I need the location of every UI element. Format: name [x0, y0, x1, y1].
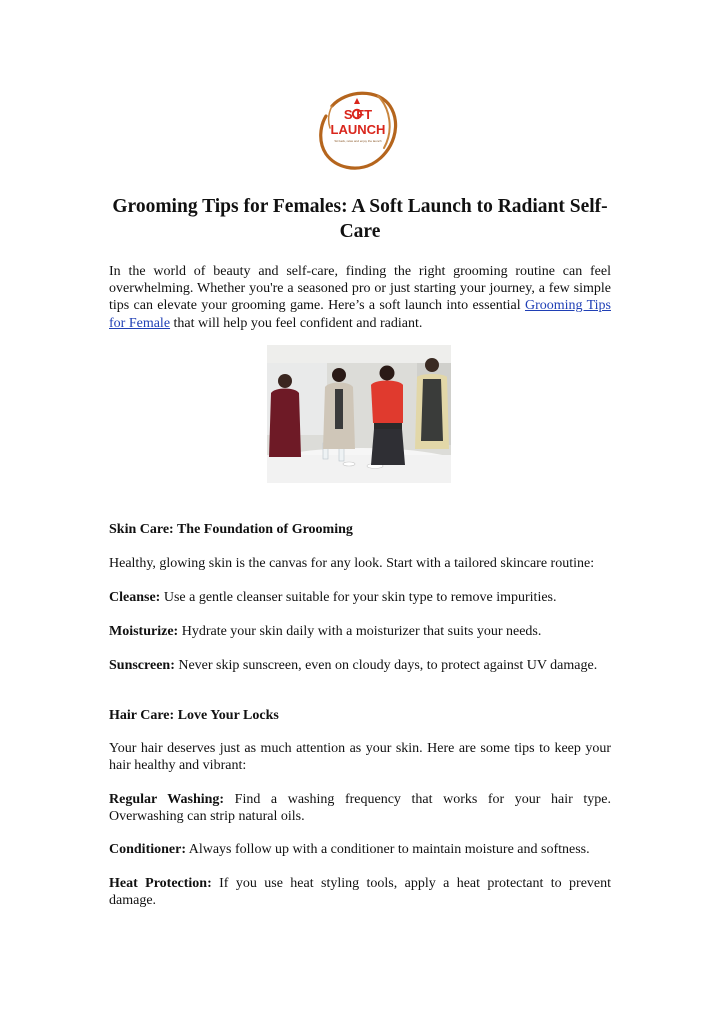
hair-care-intro: Your hair deserves just as much attention as your skin. Here are some tips to keep your hair healthy and vibrant:	[109, 741, 611, 774]
skin-care-heading: Skin Care: The Foundation of Grooming	[109, 522, 353, 537]
heat-protection-text: If you use heat styling tools, apply a heat protectant to prevent damage.	[109, 876, 612, 909]
logo-ring-icon	[316, 86, 400, 172]
group-photo	[267, 345, 451, 483]
moisturize-item	[109, 623, 611, 640]
conditioner-label: Conditioner:	[109, 842, 186, 857]
moisturize-label: Moisturize:	[109, 624, 179, 639]
cleanse-item	[109, 589, 611, 606]
hair-care-heading: Hair Care: Love Your Locks	[109, 708, 279, 723]
heat-protection-label: Heat Protection:	[109, 876, 212, 891]
logo-tagline: Sit back, relax and enjoy the launch	[334, 139, 382, 143]
regular-washing-text: Find a washing frequency that works for your hair type. Overwashing can strip natural oils.	[109, 792, 611, 825]
moisturize-text: Hydrate your skin daily with a moisturizer that suits your needs.	[178, 624, 542, 639]
regular-washing-item	[109, 791, 611, 825]
sunscreen-text: Never skip sunscreen, even on cloudy days, to protect against UV damage.	[174, 658, 598, 673]
conditioner-text: Always follow up with a conditioner to maintain moisture and softness.	[186, 842, 590, 857]
brand-logo	[316, 86, 400, 172]
intro-text-after: that will help you feel confident and radiant.	[170, 315, 423, 331]
sunscreen-item	[109, 657, 611, 674]
intro-text-before: In the world of beauty and self-care, finding the right grooming routine can feel overwhelming. Whether you're a seasoned pro or just starting your journey, a few simple tips can elevate your grooming game. Here’s a soft launch into essential	[109, 264, 611, 314]
regular-washing-label: Regular Washing:	[109, 792, 225, 807]
cleanse-label: Cleanse:	[109, 590, 161, 605]
grooming-tips-link[interactable]: Grooming Tips for Female	[109, 298, 611, 331]
page-title: Grooming Tips for Females: A Soft Launch to Radiant Self-Care	[112, 196, 608, 242]
intro-paragraph	[109, 263, 611, 332]
logo-line2: LAUNCH	[330, 122, 386, 137]
conditioner-item	[109, 841, 611, 858]
heat-protection-item	[109, 875, 611, 909]
sunscreen-label: Sunscreen:	[109, 658, 175, 673]
cleanse-text: Use a gentle cleanser suitable for your skin type to remove impurities.	[160, 590, 557, 605]
skin-care-intro: Healthy, glowing skin is the canvas for any look. Start with a tailored skincare routine:	[109, 556, 595, 571]
logo-line1: S FT	[343, 107, 373, 122]
